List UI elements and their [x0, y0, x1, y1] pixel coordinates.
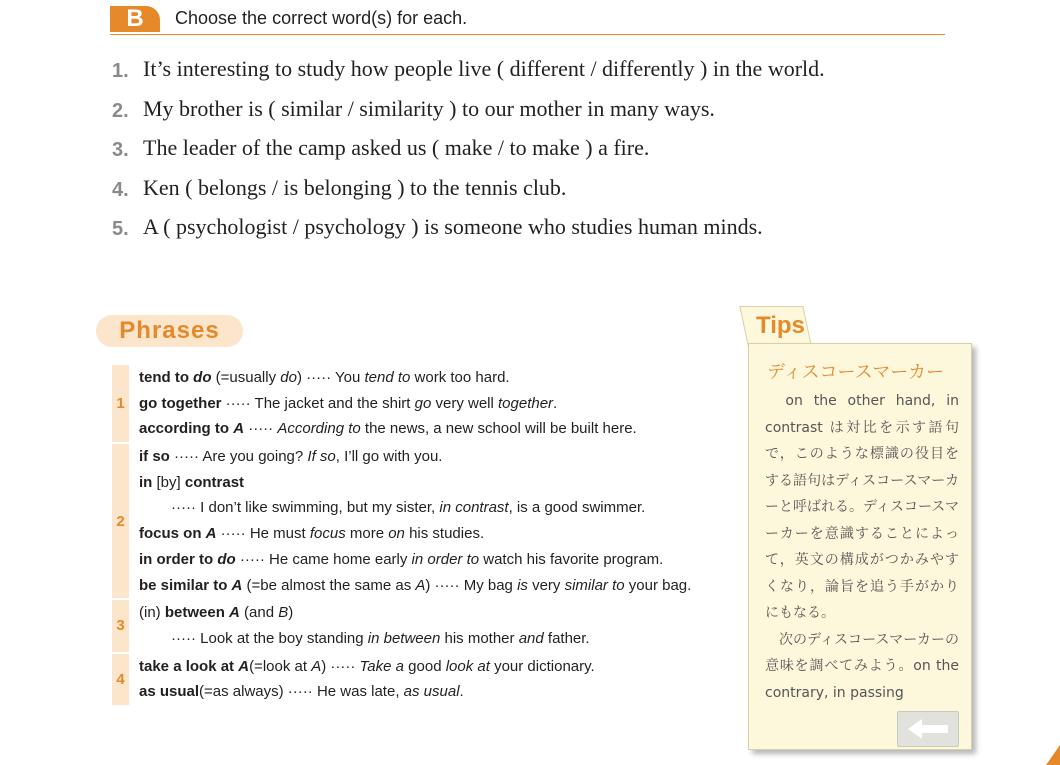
- phrase-segment: contrast: [184, 473, 245, 491]
- question-number: 2.: [112, 99, 129, 122]
- phrase-segment: your bag.: [624, 576, 692, 594]
- phrase-line: [139, 654, 595, 680]
- phrase-segment: on: [388, 525, 405, 543]
- phrase-line: [139, 679, 595, 705]
- phrase-segment: as usual: [139, 683, 200, 701]
- phrase-segment: the news, a new school will be built here.: [360, 420, 637, 438]
- phrase-segment: ) ·····: [321, 657, 360, 675]
- question-number: 3.: [112, 139, 129, 161]
- tips-label: Tips: [756, 312, 805, 339]
- section-b-badge: B: [110, 6, 160, 32]
- phrase-segment: as usual: [403, 683, 460, 701]
- question-number: 5.: [112, 218, 129, 240]
- question-list: [112, 56, 825, 254]
- phrase-segment: similar to: [564, 576, 625, 594]
- phrase-segment: very well: [431, 394, 498, 412]
- phrase-segment: (=be almost the same as: [242, 576, 416, 594]
- question-item: [112, 175, 825, 215]
- phrase-line: [139, 547, 691, 573]
- question-item: [112, 96, 825, 136]
- phrase-segment: ····· The jacket and the shirt: [221, 394, 415, 412]
- phrase-segment: (and: [239, 604, 279, 622]
- phrase-group: [112, 654, 737, 705]
- phrase-line: [139, 391, 637, 417]
- phrase-segment: in order to: [411, 550, 480, 568]
- question-text: The leader of the camp asked us ( make / to make ) a fire.: [143, 135, 650, 160]
- question-item: [112, 56, 825, 96]
- phrase-segment: very: [527, 576, 565, 594]
- phrase-segment: good: [404, 657, 446, 675]
- section-b-header: [110, 4, 945, 35]
- tips-text: [765, 388, 959, 706]
- phrase-line: [139, 365, 637, 391]
- section-b-title: Choose the correct word(s) for each.: [175, 8, 468, 28]
- phrase-groups: [112, 365, 737, 707]
- phrase-segment: watch his favorite program.: [479, 550, 664, 568]
- phrase-line: [139, 573, 691, 599]
- tips-paragraph: on the other hand, in contrast は対比を示す語句で，このような標識の役目をする語句はディスコースマーカーと呼ばれる。ディスコースマーカーを意識することによって，英文の構成がつかみやすくなり，論旨を追う手がかりにもなる。: [765, 393, 959, 621]
- phrase-segment: if so: [139, 448, 170, 466]
- left-arrow-icon: [898, 712, 958, 746]
- phrase-segment: more: [345, 525, 389, 543]
- phrase-group-body: [129, 365, 637, 442]
- tips-box: [748, 343, 972, 750]
- phrase-group-body: [129, 654, 595, 705]
- phrase-group-number: 1: [112, 365, 129, 442]
- phrase-segment: (in): [139, 604, 165, 622]
- phrase-segment: Take a: [359, 657, 404, 675]
- phrase-segment: his mother: [440, 629, 519, 647]
- phrase-segment: focus on: [139, 525, 206, 543]
- question-text: A ( psychologist / psychology ) is someone who studies human minds.: [143, 214, 763, 239]
- phrase-line: [139, 444, 691, 470]
- phrase-segment: father.: [543, 629, 590, 647]
- phrase-segment: look at: [445, 657, 490, 675]
- question-text: Ken ( belongs / is belonging ) to the tennis club.: [143, 174, 567, 200]
- phrase-group: [112, 444, 737, 598]
- phrase-segment: take a look at: [139, 657, 239, 675]
- phrase-segment: According to: [277, 420, 361, 438]
- phrase-segment: A: [231, 576, 243, 594]
- phrase-segment: A: [238, 657, 250, 675]
- phrase-segment: ····· He came home early: [235, 550, 412, 568]
- question-item: [112, 135, 825, 175]
- phrase-line: [139, 470, 691, 496]
- phrase-segment: B: [278, 604, 289, 622]
- phrase-segment: A: [229, 604, 240, 622]
- phrase-segment: .: [553, 394, 558, 412]
- phrase-segment: and: [518, 629, 544, 647]
- phrase-segment: do: [217, 550, 236, 568]
- phrase-segment: go: [414, 394, 432, 412]
- phrase-segment: A: [205, 525, 217, 543]
- phrase-segment: in contrast: [439, 499, 509, 517]
- question-number: 1.: [112, 60, 129, 82]
- question-number: 4.: [112, 178, 129, 201]
- phrase-segment: ····· Are you going?: [169, 448, 308, 466]
- phrases-title: Phrases: [96, 315, 243, 347]
- phrase-segment: ) ····· You: [296, 369, 365, 386]
- phrase-segment: ····· I don’t like swimming, but my sister,: [171, 499, 440, 517]
- phrase-segment: ) ····· My bag: [425, 576, 518, 594]
- phrase-group-number: 3: [112, 600, 129, 651]
- tips-heading: ディスコースマーカー: [767, 362, 944, 383]
- phrase-segment: ····· He must: [216, 525, 310, 543]
- phrase-segment: , is a good swimmer.: [508, 499, 646, 517]
- phrase-line: [139, 600, 590, 626]
- phrase-segment: according to: [139, 420, 234, 438]
- phrase-segment: A: [311, 657, 322, 675]
- phrase-segment: your dictionary.: [489, 657, 595, 675]
- back-arrow-button[interactable]: [897, 711, 959, 747]
- phrase-segment: do: [280, 369, 297, 386]
- phrase-group-number: 4: [112, 654, 129, 705]
- phrase-segment: in order to: [139, 550, 218, 568]
- phrase-line: [139, 495, 691, 521]
- phrase-segment: tend to: [139, 369, 194, 386]
- phrase-segment: (=look at: [249, 657, 312, 675]
- phrase-segment: focus: [309, 525, 346, 543]
- phrase-segment: do: [193, 369, 212, 386]
- phrase-segment: together: [498, 394, 554, 412]
- phrase-line: [139, 521, 691, 547]
- phrase-segment: ): [288, 604, 294, 622]
- phrase-segment: [by]: [152, 473, 185, 491]
- phrase-segment: ····· Look at the boy standing: [171, 629, 368, 647]
- phrase-segment: between: [164, 604, 230, 622]
- phrase-group: [112, 365, 737, 442]
- phrase-group-body: [129, 444, 691, 598]
- phrase-segment: work too hard.: [410, 369, 510, 386]
- phrase-segment: If so: [307, 448, 336, 466]
- phrase-line: [139, 626, 590, 652]
- phrase-group-number: 2: [112, 444, 129, 598]
- phrase-segment: his studies.: [404, 525, 485, 543]
- phrase-segment: in between: [367, 629, 441, 647]
- question-text: My brother is ( similar / similarity ) to our mother in many ways.: [143, 95, 715, 121]
- phrase-segment: is: [517, 576, 528, 594]
- phrase-segment: A: [415, 576, 426, 594]
- phrase-group-body: [129, 600, 590, 651]
- tips-paragraph: 次のディスコースマーカーの意味を調べてみよう。on the contrary, in passing: [765, 631, 959, 701]
- phrase-segment: go together: [139, 394, 222, 412]
- phrase-line: [139, 416, 637, 442]
- phrase-segment: be similar to: [139, 576, 232, 594]
- phrase-segment: ·····: [244, 420, 278, 438]
- question-item: [112, 214, 825, 254]
- phrase-segment: .: [459, 683, 464, 701]
- question-text: It’s interesting to study how people live ( different / differently ) in the world.: [143, 56, 825, 81]
- phrase-segment: , I’ll go with you.: [335, 448, 443, 466]
- phrase-segment: tend to: [364, 369, 411, 386]
- phrase-segment: (=usually: [211, 369, 281, 386]
- page-corner-mark: [1046, 745, 1060, 765]
- phrase-segment: in: [139, 473, 153, 491]
- phrase-group: [112, 600, 737, 651]
- phrase-segment: (=as always) ····· He was late,: [199, 683, 404, 701]
- phrase-segment: A: [233, 420, 245, 438]
